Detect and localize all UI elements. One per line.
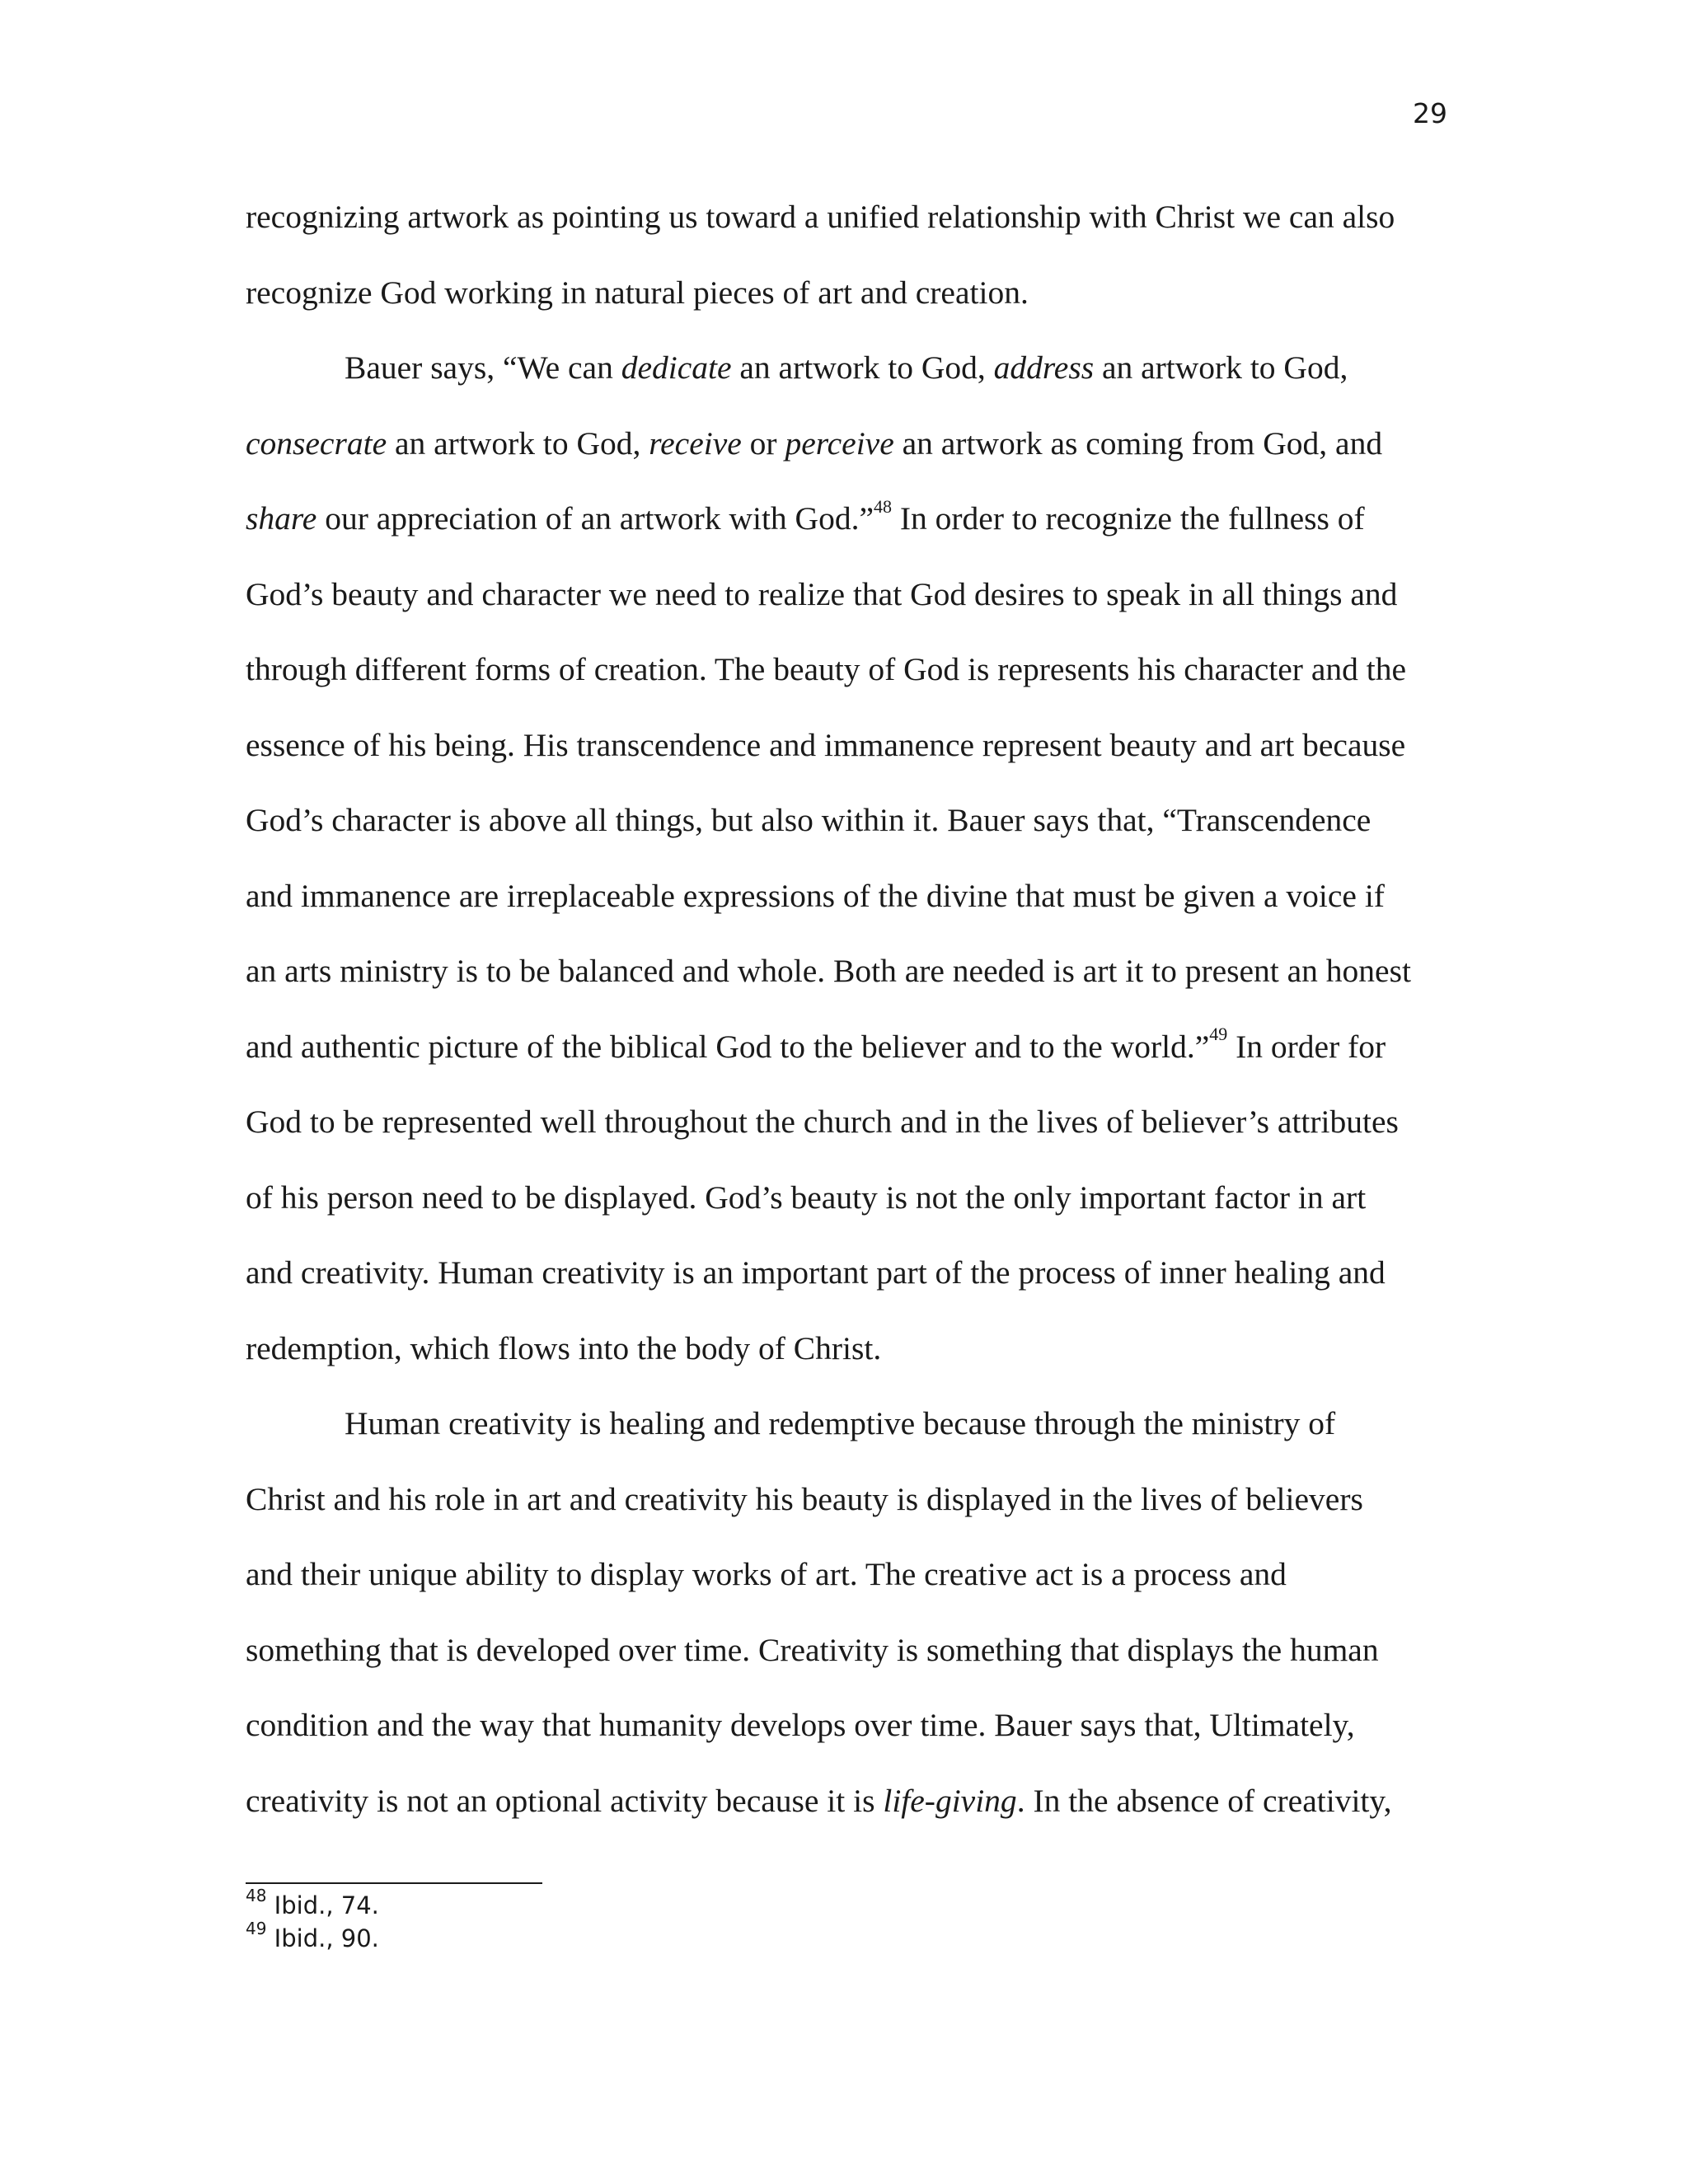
text-segment: recognize God working in natural pieces of art and creation.: [246, 274, 1029, 311]
text-segment: God’s character is above all things, but also within it. Bauer says that, “Transcendence: [246, 802, 1372, 838]
text-segment: redemption, which flows into the body of Christ.: [246, 1329, 882, 1366]
footnote: [246, 1919, 379, 1953]
emphasis-text: dedicate: [621, 349, 732, 386]
text-segment: and immanence are irreplaceable expressions of the divine that must be given a voice if: [246, 877, 1385, 914]
text-line: [246, 255, 1029, 331]
text-line: [246, 1085, 1399, 1160]
footnote-ref: 49: [1209, 1024, 1228, 1045]
text-line: [246, 859, 1385, 935]
footnote-ref: 48: [873, 495, 892, 517]
text-line: [246, 632, 1406, 708]
text-segment: of his person need to be displayed. God’s beauty is not the only important factor in art: [246, 1179, 1367, 1216]
footnote-number: 48: [246, 1886, 267, 1906]
text-line: [246, 180, 1395, 255]
text-segment: and creativity. Human creativity is an important part of the process of inner healing and: [246, 1254, 1386, 1291]
text-segment: In order to recognize the fullness of: [891, 500, 1365, 537]
text-segment: God’s beauty and character we need to realize that God desires to speak in all things and: [246, 575, 1398, 612]
text-segment: something that is developed over time. Creativity is something that displays the human: [246, 1631, 1379, 1668]
text-line: [246, 481, 1365, 557]
text-line: [246, 1764, 1391, 1840]
text-line: [246, 783, 1371, 859]
text-line: [246, 1235, 1386, 1311]
text-segment: Christ and his role in art and creativity his beauty is displayed in the lives of believers: [246, 1480, 1363, 1517]
text-segment: and their unique ability to display works of art. The creative act is a process and: [246, 1556, 1287, 1592]
emphasis-text: receive: [649, 424, 742, 462]
text-segment: an artwork as coming from God, and: [893, 424, 1383, 462]
text-segment: our appreciation of an artwork with God.”: [316, 500, 874, 537]
text-line: [246, 1537, 1287, 1613]
text-segment: and authentic picture of the biblical God to the believer and to the world.”: [246, 1028, 1210, 1065]
text-line: [345, 1386, 1335, 1462]
emphasis-text: life-giving: [883, 1782, 1017, 1819]
text-line: [246, 1688, 1355, 1764]
text-line: [246, 1010, 1386, 1085]
text-segment: an artwork to God,: [731, 349, 994, 386]
text-segment: recognizing artwork as pointing us toward a unified relationship with Christ we can also: [246, 199, 1395, 235]
text-segment: Human creativity is healing and redemptive because through the ministry of: [345, 1405, 1336, 1441]
emphasis-text: address: [993, 349, 1095, 386]
footnote-separator: [246, 1882, 542, 1884]
emphasis-text: perceive: [785, 424, 894, 462]
footnote-text: Ibid., 74.: [266, 1891, 379, 1919]
text-segment: an arts ministry is to be balanced and whole. Both are needed is art it to present an honest: [246, 953, 1411, 989]
text-line: [246, 1462, 1363, 1538]
text-segment: through different forms of creation. The beauty of God is represents his character and the: [246, 651, 1406, 687]
emphasis-text: share: [246, 500, 317, 537]
text-line: [246, 1160, 1366, 1236]
text-segment: an artwork to God,: [387, 424, 649, 462]
text-segment: In order for: [1227, 1028, 1386, 1065]
text-line: [345, 330, 1348, 406]
text-segment: . In the absence of creativity,: [1016, 1782, 1392, 1819]
footnote-text: Ibid., 90.: [266, 1924, 379, 1952]
text-line: [246, 557, 1397, 633]
text-segment: condition and the way that humanity develops over time. Bauer says that, Ultimately,: [246, 1707, 1355, 1743]
text-line: [246, 406, 1382, 482]
emphasis-text: consecrate: [246, 424, 387, 462]
text-line: [246, 1613, 1379, 1689]
page-number: 29: [1413, 97, 1447, 129]
text-segment: creativity is not an optional activity because it is: [246, 1782, 884, 1819]
text-segment: Bauer says, “We can: [345, 349, 621, 386]
text-segment: or: [741, 424, 785, 462]
text-line: [246, 708, 1405, 784]
text-segment: essence of his being. His transcendence and immanence represent beauty and art because: [246, 726, 1406, 763]
footnote: [246, 1886, 379, 1920]
text-segment: God to be represented well throughout the church and in the lives of believer’s attributes: [246, 1104, 1399, 1140]
text-line: [246, 1311, 881, 1387]
footnote-number: 49: [246, 1919, 267, 1939]
text-segment: an artwork to God,: [1094, 349, 1348, 386]
text-line: [246, 934, 1411, 1010]
